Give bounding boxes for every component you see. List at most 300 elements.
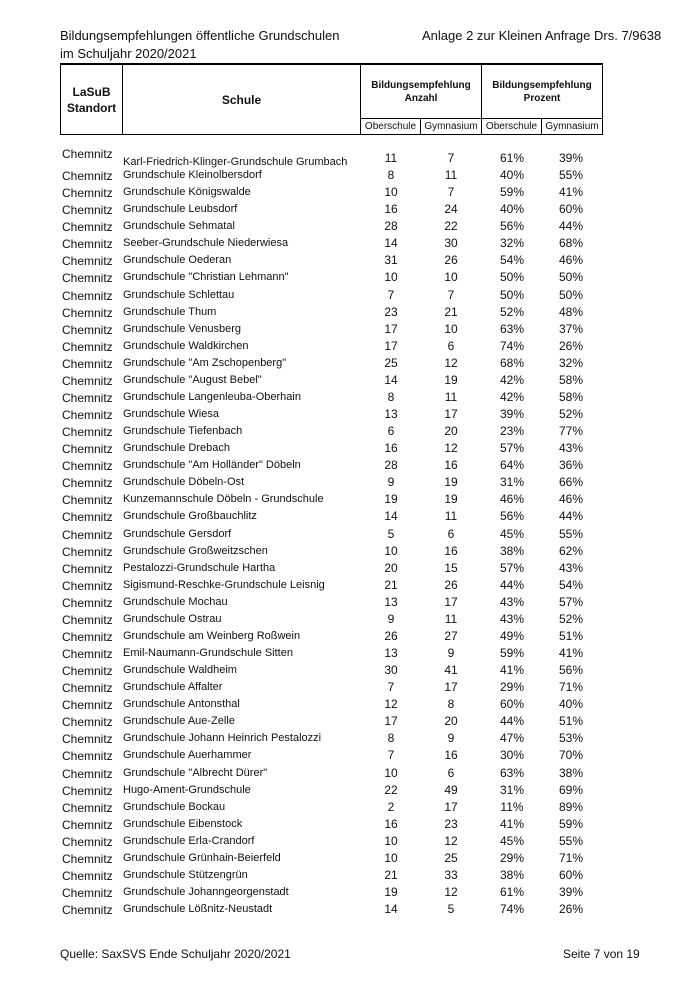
cell-oberschule-prozent: 74%	[499, 338, 525, 353]
cell-gymnasium-prozent: 66%	[558, 475, 584, 490]
table-row	[0, 470, 700, 491]
cell-gymnasium-prozent: 37%	[558, 321, 584, 336]
cell-oberschule-anzahl: 16	[384, 441, 398, 456]
cell-gymnasium-anzahl: 12	[444, 833, 458, 848]
cell-standort: Chemnitz	[62, 169, 113, 184]
cell-oberschule-prozent: 41%	[499, 816, 525, 831]
cell-standort: Chemnitz	[62, 612, 113, 627]
cell-standort: Chemnitz	[62, 322, 113, 337]
cell-schule: Grundschule Oederan	[123, 254, 232, 267]
table-row	[0, 487, 700, 508]
cell-oberschule-anzahl: 17	[384, 338, 398, 353]
cell-standort: Chemnitz	[62, 544, 113, 559]
cell-oberschule-anzahl: 10	[384, 765, 398, 780]
cell-oberschule-prozent: 74%	[499, 902, 525, 917]
cell-gymnasium-prozent: 58%	[558, 389, 584, 404]
cell-gymnasium-anzahl: 7	[447, 287, 455, 302]
cell-standort: Chemnitz	[62, 681, 113, 696]
cell-oberschule-anzahl: 13	[384, 646, 398, 661]
cell-standort: Chemnitz	[62, 510, 113, 525]
cell-oberschule-anzahl: 11	[384, 151, 398, 165]
cell-oberschule-prozent: 29%	[499, 680, 525, 695]
table-row	[0, 624, 700, 644]
table-row	[0, 146, 700, 168]
cell-schule: Grundschule Großweitzschen	[123, 544, 268, 557]
cell-oberschule-prozent: 44%	[499, 714, 525, 729]
table-row	[0, 880, 700, 900]
cell-schule: Grundschule Wiesa	[123, 408, 219, 421]
cell-schule: Grundschule Affalter	[123, 681, 223, 694]
cell-gymnasium-anzahl: 9	[447, 731, 455, 746]
cell-gymnasium-prozent: 46%	[558, 253, 584, 268]
cell-standort: Chemnitz	[62, 749, 113, 764]
cell-oberschule-prozent: 61%	[499, 151, 525, 165]
cell-standort: Chemnitz	[62, 339, 113, 354]
cell-schule: Grundschule Gersdorf	[123, 527, 232, 540]
cell-gymnasium-prozent: 55%	[558, 526, 584, 541]
cell-oberschule-anzahl: 7	[387, 680, 395, 695]
table-row	[0, 590, 700, 610]
cell-standort: Chemnitz	[62, 886, 113, 900]
cell-oberschule-anzahl: 14	[384, 509, 398, 524]
cell-oberschule-prozent: 32%	[499, 236, 525, 251]
cell-gymnasium-prozent: 26%	[558, 902, 584, 917]
cell-gymnasium-prozent: 41%	[558, 646, 584, 661]
cell-oberschule-prozent: 41%	[499, 663, 525, 678]
cell-oberschule-prozent: 57%	[499, 560, 525, 575]
cell-schule: Grundschule Auerhammer	[123, 749, 252, 762]
table-row	[0, 317, 700, 337]
page-number: Seite 7 von 19	[563, 947, 640, 961]
cell-standort: Chemnitz	[62, 476, 113, 491]
sub-header-gymnasium-prozent: Gymnasium	[542, 119, 603, 135]
cell-oberschule-anzahl: 13	[384, 594, 398, 609]
cell-oberschule-anzahl: 21	[384, 867, 398, 882]
cell-gymnasium-prozent: 55%	[558, 168, 584, 183]
table-row	[0, 214, 700, 235]
cell-schule: Grundschule Johann Heinrich Pestalozzi	[123, 732, 322, 745]
cell-standort: Chemnitz	[62, 254, 113, 269]
cell-oberschule-prozent: 46%	[499, 492, 525, 507]
cell-oberschule-prozent: 64%	[499, 458, 525, 473]
cell-oberschule-anzahl: 20	[384, 560, 398, 575]
cell-schule: Grundschule Lößnitz-Neustadt	[123, 903, 273, 916]
cell-standort: Chemnitz	[62, 373, 113, 388]
cell-schule: Grundschule "August Bebel"	[123, 373, 262, 386]
cell-standort: Chemnitz	[62, 783, 113, 798]
cell-gymnasium-anzahl: 12	[444, 441, 458, 456]
cell-gymnasium-anzahl: 12	[444, 355, 458, 370]
cell-schule: Grundschule Stützengrün	[123, 868, 248, 881]
cell-gymnasium-prozent: 56%	[558, 663, 584, 678]
table-row	[0, 163, 700, 184]
table-row	[0, 846, 700, 866]
cell-oberschule-prozent: 45%	[499, 526, 525, 541]
table-row	[0, 522, 700, 542]
table-row	[0, 351, 700, 371]
cell-gymnasium-anzahl: 7	[447, 185, 455, 200]
cell-schule: Hugo-Ament-Grundschule	[123, 783, 251, 796]
cell-schule: Grundschule Bockau	[123, 800, 226, 813]
cell-gymnasium-prozent: 50%	[558, 270, 584, 285]
cell-oberschule-prozent: 60%	[499, 697, 525, 712]
title-line-1: Bildungsempfehlungen öffentliche Grundschulen	[60, 28, 340, 43]
cell-gymnasium-prozent: 52%	[558, 611, 584, 626]
cell-gymnasium-anzahl: 17	[444, 407, 458, 422]
cell-oberschule-anzahl: 14	[384, 236, 398, 251]
cell-gymnasium-anzahl: 17	[444, 680, 458, 695]
cell-schule: Grundschule Langenleuba-Oberhain	[123, 390, 301, 403]
cell-gymnasium-anzahl: 26	[444, 253, 458, 268]
cell-oberschule-prozent: 63%	[499, 765, 525, 780]
cell-oberschule-anzahl: 8	[387, 731, 395, 746]
cell-oberschule-anzahl: 6	[387, 424, 395, 439]
cell-oberschule-anzahl: 7	[387, 748, 395, 763]
cell-oberschule-prozent: 57%	[499, 441, 525, 456]
table-row	[0, 283, 700, 303]
cell-schule: Grundschule Großbauchlitz	[123, 510, 257, 523]
cell-schule: Grundschule Venusberg	[123, 322, 242, 335]
cell-gymnasium-anzahl: 16	[444, 748, 458, 763]
table-row	[0, 265, 700, 286]
cell-standort: Chemnitz	[62, 664, 113, 679]
cell-oberschule-prozent: 43%	[499, 594, 525, 609]
cell-gymnasium-prozent: 40%	[558, 697, 584, 712]
col-schule-header: Schule	[123, 65, 361, 135]
cell-oberschule-prozent: 61%	[499, 885, 525, 899]
cell-gymnasium-prozent: 36%	[558, 458, 584, 473]
cell-oberschule-anzahl: 17	[384, 321, 398, 336]
table-row	[0, 504, 700, 525]
table-row	[0, 248, 700, 269]
cell-oberschule-anzahl: 16	[384, 816, 398, 831]
cell-gymnasium-prozent: 39%	[558, 885, 584, 899]
table-row	[0, 795, 700, 815]
table-row	[0, 436, 700, 457]
cell-gymnasium-anzahl: 12	[444, 885, 458, 899]
cell-oberschule-prozent: 23%	[499, 424, 525, 439]
cell-gymnasium-anzahl: 9	[447, 646, 455, 661]
cell-schule: Grundschule Antonsthal	[123, 698, 240, 711]
cell-gymnasium-anzahl: 11	[444, 509, 458, 524]
cell-oberschule-prozent: 54%	[499, 253, 525, 268]
cell-schule: Grundschule Aue-Zelle	[123, 715, 235, 728]
table-row	[0, 419, 700, 440]
cell-gymnasium-anzahl: 17	[444, 594, 458, 609]
cell-gymnasium-prozent: 32%	[558, 355, 584, 370]
cell-gymnasium-anzahl: 25	[444, 850, 458, 865]
table-row	[0, 658, 700, 679]
cell-gymnasium-anzahl: 6	[447, 526, 455, 541]
cell-oberschule-prozent: 38%	[499, 543, 525, 558]
cell-standort: Chemnitz	[62, 147, 113, 161]
title-line-2: im Schuljahr 2020/2021	[60, 46, 197, 61]
cell-gymnasium-anzahl: 20	[444, 714, 458, 729]
cell-oberschule-prozent: 31%	[499, 782, 525, 797]
cell-schule: Seeber-Grundschule Niederwiesa	[123, 237, 289, 250]
table-row	[0, 692, 700, 713]
cell-oberschule-anzahl: 21	[384, 577, 398, 592]
cell-oberschule-anzahl: 19	[384, 885, 398, 899]
cell-standort: Chemnitz	[62, 715, 113, 730]
col-standort-header: LaSuB Standort	[61, 65, 123, 135]
cell-standort: Chemnitz	[62, 561, 113, 576]
cell-standort: Chemnitz	[62, 305, 113, 320]
cell-oberschule-prozent: 43%	[499, 611, 525, 626]
cell-oberschule-prozent: 39%	[499, 407, 525, 422]
cell-oberschule-anzahl: 17	[384, 714, 398, 729]
cell-gymnasium-anzahl: 22	[444, 219, 458, 234]
cell-gymnasium-anzahl: 21	[444, 304, 458, 319]
table-row	[0, 812, 700, 832]
cell-oberschule-anzahl: 2	[387, 799, 395, 814]
cell-oberschule-prozent: 29%	[499, 850, 525, 865]
cell-oberschule-anzahl: 23	[384, 304, 398, 319]
cell-gymnasium-prozent: 59%	[558, 816, 584, 831]
cell-oberschule-prozent: 50%	[499, 287, 525, 302]
cell-gymnasium-anzahl: 6	[447, 765, 455, 780]
cell-gymnasium-anzahl: 5	[447, 902, 455, 917]
cell-gymnasium-anzahl: 30	[444, 236, 458, 251]
cell-schule: Grundschule Thum	[123, 305, 217, 318]
cell-standort: Chemnitz	[62, 698, 113, 713]
cell-schule: Grundschule "Albrecht Dürer"	[123, 766, 268, 779]
table-row	[0, 231, 700, 252]
cell-standort: Chemnitz	[62, 800, 113, 815]
cell-oberschule-anzahl: 25	[384, 355, 398, 370]
cell-schule: Pestalozzi-Grundschule Hartha	[123, 561, 276, 574]
cell-gymnasium-anzahl: 16	[444, 458, 458, 473]
cell-schule: Grundschule Erla-Crandorf	[123, 834, 255, 847]
cell-oberschule-anzahl: 16	[384, 202, 398, 217]
cell-schule: Grundschule Tiefenbach	[123, 425, 243, 438]
cell-schule: Grundschule Döbeln-Ost	[123, 476, 245, 489]
cell-standort: Chemnitz	[62, 527, 113, 542]
cell-gymnasium-anzahl: 27	[444, 628, 458, 643]
cell-oberschule-anzahl: 28	[384, 458, 398, 473]
cell-oberschule-anzahl: 10	[384, 543, 398, 558]
cell-gymnasium-prozent: 53%	[558, 731, 584, 746]
cell-gymnasium-prozent: 71%	[558, 680, 584, 695]
table-row	[0, 539, 700, 559]
cell-schule: Grundschule Johanngeorgenstadt	[123, 886, 289, 898]
table-row	[0, 607, 700, 627]
cell-oberschule-anzahl: 14	[384, 372, 398, 387]
cell-gymnasium-prozent: 43%	[558, 441, 584, 456]
cell-gymnasium-anzahl: 24	[444, 202, 458, 217]
cell-gymnasium-prozent: 48%	[558, 304, 584, 319]
cell-gymnasium-anzahl: 15	[444, 560, 458, 575]
cell-standort: Chemnitz	[62, 408, 113, 423]
cell-gymnasium-prozent: 51%	[558, 714, 584, 729]
cell-standort: Chemnitz	[62, 732, 113, 747]
cell-standort: Chemnitz	[62, 203, 113, 218]
cell-schule: Grundschule Sehmatal	[123, 220, 235, 233]
cell-schule: Emil-Naumann-Grundschule Sitten	[123, 647, 293, 660]
cell-schule: Grundschule "Am Holländer" Döbeln	[123, 459, 301, 472]
table-row	[0, 897, 700, 918]
table-row	[0, 709, 700, 730]
cell-standort: Chemnitz	[62, 493, 113, 508]
cell-oberschule-prozent: 30%	[499, 748, 525, 763]
cell-oberschule-prozent: 40%	[499, 168, 525, 183]
cell-gymnasium-anzahl: 19	[444, 372, 458, 387]
table-row	[0, 675, 700, 696]
sub-header-gymnasium-anzahl: Gymnasium	[421, 119, 482, 135]
cell-oberschule-anzahl: 30	[384, 663, 398, 678]
cell-gymnasium-anzahl: 6	[447, 338, 455, 353]
cell-oberschule-prozent: 38%	[499, 867, 525, 882]
cell-oberschule-anzahl: 26	[384, 628, 398, 643]
cell-gymnasium-prozent: 62%	[558, 543, 584, 558]
cell-gymnasium-anzahl: 41	[444, 663, 458, 678]
cell-standort: Chemnitz	[62, 578, 113, 593]
cell-gymnasium-prozent: 58%	[558, 372, 584, 387]
cell-schule: Grundschule "Am Zschopenberg"	[123, 356, 287, 369]
table-row	[0, 180, 700, 201]
document-title	[60, 27, 339, 63]
cell-standort: Chemnitz	[62, 647, 113, 662]
cell-gymnasium-prozent: 70%	[558, 748, 584, 763]
cell-oberschule-prozent: 11%	[500, 799, 524, 814]
cell-standort: Chemnitz	[62, 442, 113, 457]
cell-schule: Karl-Friedrich-Klinger-Grundschule Grumbach	[123, 156, 348, 168]
cell-oberschule-anzahl: 12	[384, 697, 398, 712]
cell-standort: Chemnitz	[62, 851, 113, 866]
cell-oberschule-anzahl: 5	[387, 526, 395, 541]
cell-gymnasium-anzahl: 17	[444, 799, 458, 814]
cell-oberschule-prozent: 42%	[499, 372, 525, 387]
group-prozent-header: Bildungsempfehlung Prozent	[482, 65, 603, 119]
cell-oberschule-prozent: 42%	[499, 389, 525, 404]
cell-gymnasium-anzahl: 20	[444, 424, 458, 439]
cell-standort: Chemnitz	[62, 834, 113, 849]
cell-standort: Chemnitz	[62, 356, 113, 371]
cell-oberschule-prozent: 40%	[499, 202, 525, 217]
cell-gymnasium-anzahl: 49	[444, 782, 458, 797]
cell-gymnasium-anzahl: 19	[444, 475, 458, 490]
cell-oberschule-anzahl: 10	[384, 850, 398, 865]
cell-oberschule-anzahl: 9	[387, 611, 395, 626]
cell-oberschule-prozent: 56%	[499, 509, 525, 524]
cell-oberschule-anzahl: 10	[384, 833, 398, 848]
sub-header-oberschule-prozent: Oberschule	[482, 119, 542, 135]
cell-gymnasium-anzahl: 26	[444, 577, 458, 592]
cell-gymnasium-prozent: 71%	[558, 850, 584, 865]
cell-gymnasium-prozent: 52%	[558, 407, 584, 422]
cell-gymnasium-anzahl: 33	[444, 867, 458, 882]
cell-gymnasium-anzahl: 11	[444, 389, 458, 404]
cell-standort: Chemnitz	[62, 903, 113, 918]
cell-schule: Sigismund-Reschke-Grundschule Leisnig	[123, 578, 325, 591]
cell-gymnasium-prozent: 51%	[558, 628, 584, 643]
cell-schule: Grundschule Waldkirchen	[123, 339, 249, 352]
cell-gymnasium-anzahl: 11	[444, 168, 458, 183]
cell-gymnasium-anzahl: 7	[447, 151, 455, 165]
cell-standort: Chemnitz	[62, 237, 113, 252]
cell-schule: Grundschule Drebach	[123, 442, 231, 455]
cell-oberschule-anzahl: 28	[384, 219, 398, 234]
cell-schule: Kunzemannschule Döbeln - Grundschule	[123, 493, 324, 506]
cell-gymnasium-prozent: 44%	[558, 509, 584, 524]
cell-schule: Grundschule Leubsdorf	[123, 203, 238, 216]
cell-standort: Chemnitz	[62, 288, 113, 303]
table-row	[0, 334, 700, 354]
annex-reference: Anlage 2 zur Kleinen Anfrage Drs. 7/9638	[422, 28, 662, 43]
sub-header-oberschule-anzahl: Oberschule	[361, 119, 421, 135]
table-header	[60, 64, 603, 135]
cell-oberschule-anzahl: 31	[384, 253, 398, 268]
cell-gymnasium-prozent: 55%	[558, 833, 584, 848]
cell-oberschule-anzahl: 8	[387, 168, 395, 183]
cell-oberschule-prozent: 44%	[499, 577, 525, 592]
cell-oberschule-prozent: 50%	[499, 270, 525, 285]
cell-oberschule-anzahl: 10	[384, 185, 398, 200]
cell-gymnasium-prozent: 44%	[558, 219, 584, 234]
cell-oberschule-anzahl: 13	[384, 407, 398, 422]
cell-gymnasium-prozent: 26%	[558, 338, 584, 353]
cell-oberschule-prozent: 45%	[499, 833, 525, 848]
cell-schule: Grundschule Eibenstock	[123, 817, 243, 830]
cell-oberschule-prozent: 31%	[499, 475, 525, 490]
cell-schule: Grundschule Kleinolbersdorf	[123, 169, 262, 182]
cell-oberschule-prozent: 68%	[499, 355, 525, 370]
cell-standort: Chemnitz	[62, 766, 113, 781]
cell-gymnasium-prozent: 89%	[558, 799, 584, 814]
table-row	[0, 300, 700, 320]
cell-oberschule-prozent: 52%	[499, 304, 525, 319]
table-row	[0, 385, 700, 405]
table-row	[0, 556, 700, 576]
table-row	[0, 778, 700, 798]
cell-standort: Chemnitz	[62, 817, 113, 832]
cell-gymnasium-prozent: 60%	[558, 202, 584, 217]
cell-standort: Chemnitz	[62, 390, 113, 405]
table-row	[0, 726, 700, 747]
table-row	[0, 197, 700, 218]
cell-schule: Grundschule "Christian Lehmann"	[123, 271, 289, 284]
cell-gymnasium-prozent: 41%	[558, 185, 584, 200]
cell-oberschule-prozent: 59%	[499, 185, 525, 200]
cell-gymnasium-anzahl: 16	[444, 543, 458, 558]
cell-gymnasium-prozent: 54%	[558, 577, 584, 592]
cell-oberschule-prozent: 63%	[499, 321, 525, 336]
cell-oberschule-anzahl: 14	[384, 902, 398, 917]
cell-oberschule-prozent: 56%	[499, 219, 525, 234]
source-note: Quelle: SaxSVS Ende Schuljahr 2020/2021	[60, 947, 291, 961]
table-row	[0, 761, 700, 781]
cell-schule: Grundschule Königswalde	[123, 186, 251, 199]
cell-gymnasium-prozent: 77%	[558, 424, 584, 439]
cell-oberschule-anzahl: 19	[384, 492, 398, 507]
cell-oberschule-anzahl: 10	[384, 270, 398, 285]
cell-standort: Chemnitz	[62, 868, 113, 883]
cell-schule: Grundschule Waldheim	[123, 664, 237, 677]
cell-gymnasium-prozent: 38%	[558, 765, 584, 780]
cell-gymnasium-prozent: 60%	[558, 867, 584, 882]
cell-standort: Chemnitz	[62, 220, 113, 235]
cell-oberschule-prozent: 49%	[499, 628, 525, 643]
cell-standort: Chemnitz	[62, 186, 113, 201]
cell-gymnasium-anzahl: 23	[444, 816, 458, 831]
table-row	[0, 453, 700, 474]
cell-gymnasium-prozent: 68%	[558, 236, 584, 251]
table-row	[0, 402, 700, 423]
table-row	[0, 573, 700, 593]
cell-schule: Grundschule Schlettau	[123, 288, 235, 301]
cell-gymnasium-anzahl: 19	[444, 492, 458, 507]
cell-standort: Chemnitz	[62, 271, 113, 286]
